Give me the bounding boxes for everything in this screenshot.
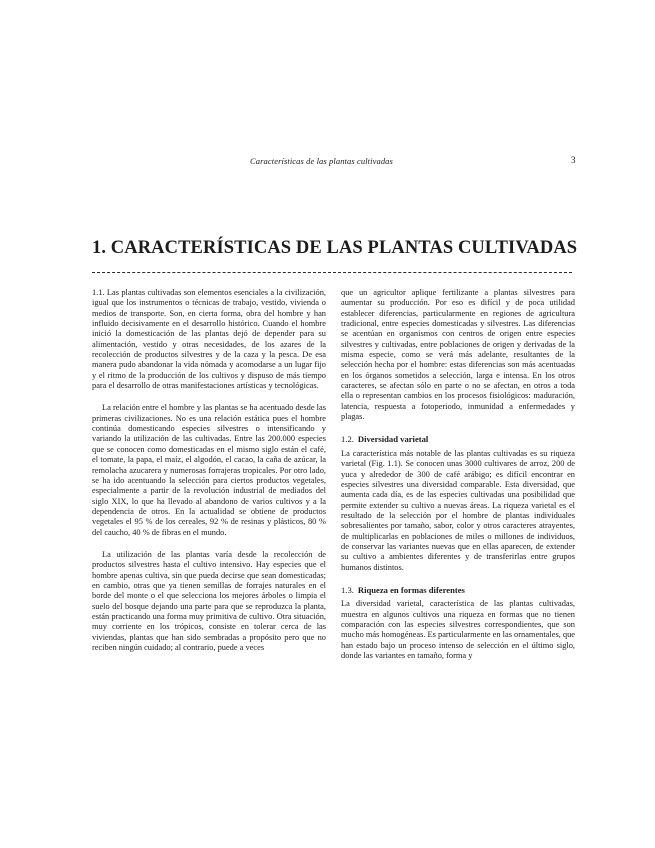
paragraph: 1.1. Las plantas cultivadas son elementos esenciales a la civilización, igual que los instrumentos o técnicas de trabajo, vestido, vivienda o medios de transporte. Son, en cierta forma, obra del hombre y han influido decisivamente en el desarrollo histórico. Cuando el hombre inició la domesticación de las plantas dejó de depender para su alimentación, vestido y otras necesidades, de los azares de la recolección de productos silvestres y de la caza y la pesca. De esa manera pudo abandonar la vida nómada y acomodarse a un lugar fijo y el ritmo de la producción de los cultivos y dispuso de más tiempo para el desarrollo de otras manifestaciones artísticas y tecnológicas. [92, 288, 326, 391]
chapter-title: 1. CARACTERÍSTICAS DE LAS PLANTAS CULTIVADAS [92, 238, 578, 258]
section-number: 1.3. [341, 584, 354, 595]
left-column [92, 288, 326, 665]
title-rule [92, 272, 572, 273]
paragraph: La utilización de las plantas varía desde la recolección de productos silvestres hasta el cultivo intensivo. Hay especies que el hombre apenas cultiva, sin que pueda decirse que sean domesticadas; en cambio, otras que ya tienen semillas de forrajes naturales en el borde del monte o el que selecciona los mejores árboles o limpia el suelo del bosque dejando una parte para que se reproduzca la planta, están practicando una forma muy primitiva de cultivo. Otra situación, muy corriente en los trópicos, consiste en tolerar cerca de las viviendas, plantas que han sido sembradas a propósito pero que no reciben ningún cuidado; al contrario, puede a veces [92, 549, 326, 652]
paragraph: que un agricultor aplique fertilizante a plantas silvestres para aumentar su producción. Por eso es difícil y de poca utilidad establecer diferencias, particularmente en regiones de agricultura tradicional, entre especies domesticadas y silvestres. Las diferencias se acentúan en organismos con centros de origen entre especies silvestres y cultivadas, entre poblaciones de origen y derivadas de la misma especie, como se verá más adelante, resultantes de la selección hecha por el hombre: estas diferencias son más acentuadas en los órganos sometidos a selección, larga e intensa. En los otros caracteres, se afectan sólo en parte o no se afectan, en otros a toda ella o representan cambios en los procesos fisiológicos: maduración, latencia, respuesta a fotoperiodo, inmunidad a enfermedades y plagas. [341, 288, 575, 422]
right-column [341, 288, 575, 673]
section-heading [341, 434, 575, 444]
section-title: Diversidad varietal [357, 434, 429, 445]
running-head: Características de las plantas cultivadas [250, 156, 393, 166]
section-number: 1.2. [341, 434, 354, 445]
page-number: 3 [571, 155, 576, 165]
paragraph: La característica más notable de las plantas cultivadas es su riqueza varietal (Fig. 1.1). Se conocen unas 3000 cultivares de arroz, 200 de yuca y alrededor de 300 de café arábigo; es difícil encontrar en especies silvestres una diversidad comparable. Esta diversidad, que aumenta cada día, es de las especies cultivadas una posibilidad que permite extender su cultivo a nuevas áreas. La riqueza varietal es el resultado de la selección por el hombre de plantas individuales sobresalientes por tamaño, sabor, color y otros caracteres atrayentes, de multiplicarlas en poblaciones de miles o millones de individuos, de conservar las variantes nuevas que en ellas aparecen, de extender su cultivo a ambientes diferentes y de transferirlas entre grupos humanos distintos. [341, 448, 575, 572]
section-title: Riqueza en formas diferentes [357, 584, 465, 595]
section-heading [341, 585, 575, 595]
paragraph: La relación entre el hombre y las plantas se ha acentuado desde las primeras civilizaciones. No es una relación estática pues el hombre continúa domesticando especies silvestres o intensificando y variando la utilización de las cultivadas. Entre las 200.000 especies que se conocen como domesticadas en el mismo siglo están el café, el tomate, la papa, el maíz, el algodón, el cacao, la caña de azúcar, la remolacha azucarera y numerosas forrajeras tropicales. Por otro lado, se ha ido acentuando la selección para ciertos productos vegetales, especialmente a partir de la revolución industrial de mediados del siglo XIX, lo que ha llevado al abandono de varios cultivos y a la dependencia de otros. En la actualidad se obtiene de productos vegetales el 95 % de los cereales, 92 % de resinas y plásticos, 80 % del caucho, 40 % de fibras en el mundo. [92, 403, 326, 537]
paragraph: La diversidad varietal, característica de las plantas cultivadas, muestra en algunos cultivos una riqueza en formas que no tienen comparación con las especies silvestres correspondientes, que son mucho más homogéneas. Es particularmente en las ornamentales, que han estado bajo un proceso intenso de selección en el último siglo, donde las variantes en tamaño, forma y [341, 599, 575, 660]
